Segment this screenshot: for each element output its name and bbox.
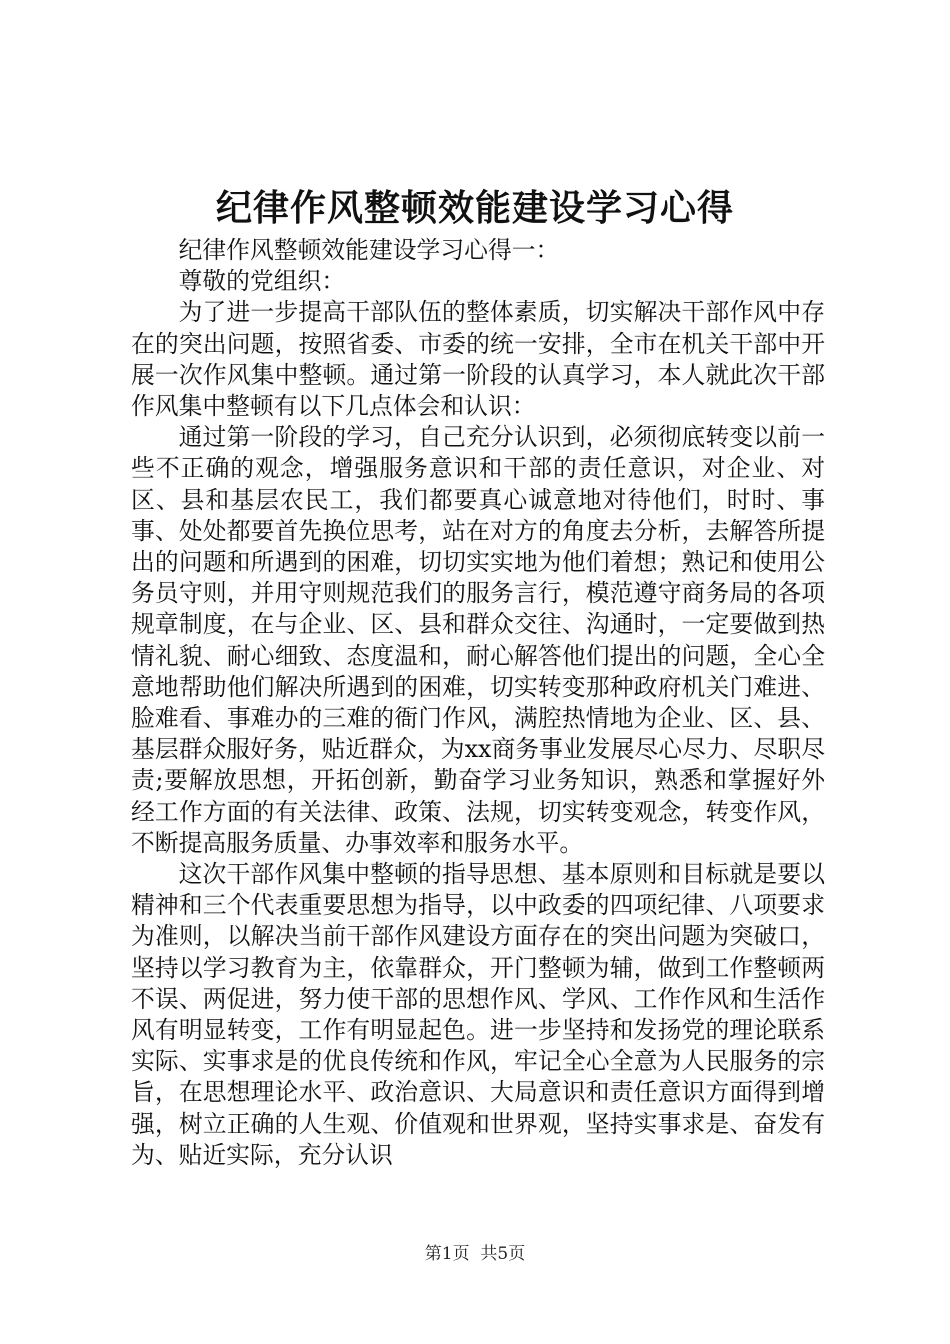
page-footer bbox=[0, 1242, 950, 1266]
page-number: 第1页 bbox=[424, 1244, 470, 1264]
body-paragraph: 通过第一阶段的学习，自己充分认识到，必须彻底转变以前一些不正确的观念，增强服务意识和干部的责任意识，对企业、对区、县和基层农民工，我们都要真心诚意地对待他们，时时、事事、处处都要首先换位思考，站在对方的角度去分析，去解答所提出的问题和所遇到的困难，切切实实地为他们着想；熟记和使用公务员守则，并用守则规范我们的服务言行，模范遵守商务局的各项规章制度，在与企业、区、县和群众交往、沟通时，一定要做到热情礼貌、耐心细致、态度温和，耐心解答他们提出的问题，全心全意地帮助他们解决所遇到的困难，切实转变那种政府机关门难进、脸难看、事难办的三难的衙门作风，满腔热情地为企业、区、县、基层群众服好务，贴近群众，为xx商务事业发展尽心尽力、尽职尽责;要解放思想，开拓创新，勤奋学习业务知识，熟悉和掌握好外经工作方面的有关法律、政策、法规，切实转变观念，转变作风，不断提高服务质量、办事效率和服务水平。 bbox=[131, 423, 825, 857]
footer-gap bbox=[470, 1244, 481, 1264]
section-heading: 纪律作风整顿效能建设学习心得一： bbox=[178, 236, 560, 264]
salutation: 尊敬的党组织： bbox=[178, 267, 346, 296]
body-paragraph: 这次干部作风集中整顿的指导思想、基本原则和目标就是要以精神和三个代表重要思想为指导，以中政委的四项纪律、八项要求为准则，以解决当前干部作风建设方面存在的突出问题为突破口，坚持以学习教育为主，依靠群众，开门整顿为辅，做到工作整顿两不误、两促进，努力使干部的思想作风、学风、工作作风和生活作风有明显转变，工作有明显起色。进一步坚持和发扬党的理论联系实际、实事求是的优良传统和作风，牢记全心全意为人民服务的宗旨，在思想理论水平、政治意识、大局意识和责任意识方面得到增强，树立正确的人生观、价值观和世界观，坚持实事求是、奋发有为、贴近实际，充分认识 bbox=[131, 860, 825, 1169]
body-paragraph: 为了进一步提高干部队伍的整体素质，切实解决干部作风中存在的突出问题，按照省委、市委的统一安排，全市在机关干部中开展一次作风集中整顿。通过第一阶段的认真学习，本人就此次干部作风集中整顿有以下几点体会和认识： bbox=[131, 298, 825, 421]
document-body bbox=[131, 235, 825, 1171]
document-title: 纪律作风整顿效能建设学习心得 bbox=[215, 187, 734, 229]
page-total: 共5页 bbox=[480, 1244, 526, 1264]
